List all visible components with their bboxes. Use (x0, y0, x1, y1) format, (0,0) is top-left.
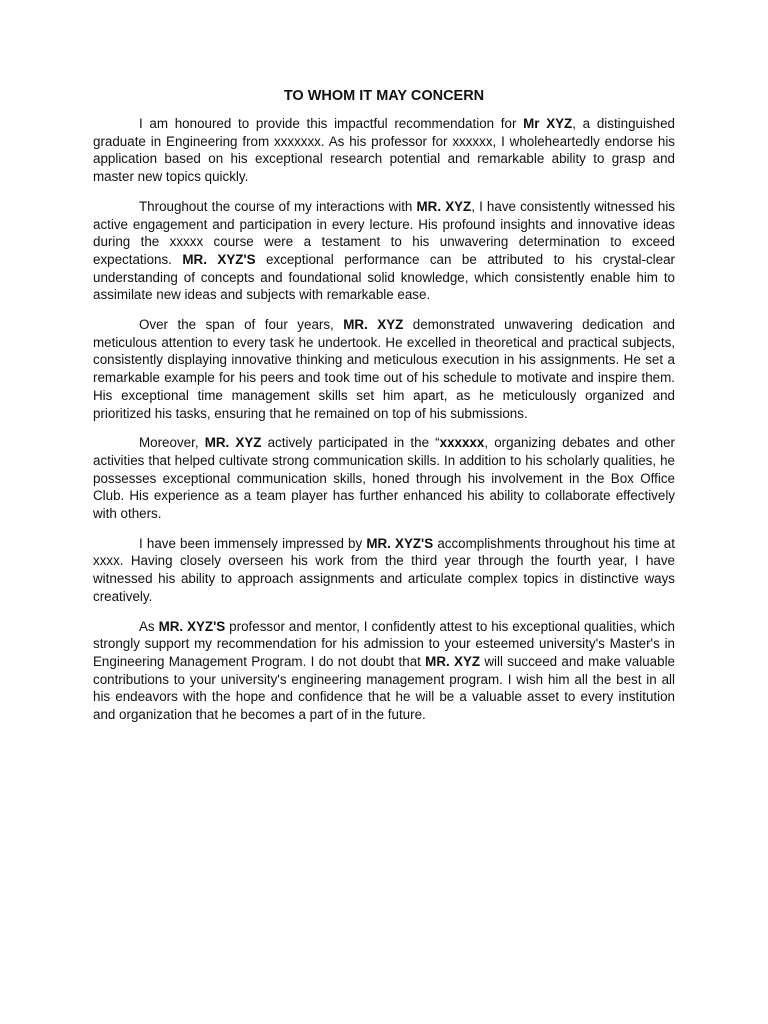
text-run: exceptional performance can be attributed to his crystal-clear understanding of concepts and foundational solid knowledge, which consistently enable him to assimilate new ideas and subjects with remarkable ease. (93, 251, 675, 303)
bold-text: xxxxxx (439, 435, 485, 451)
letter-title: TO WHOM IT MAY CONCERN (283, 88, 485, 104)
letter-body (93, 86, 675, 736)
text-run: accomplishments throughout his time at xxxx. Having closely overseen his work from the third year through the fourth year, I have witnessed his ability to approach assignments and articulate complex topics in distinctive ways creatively. (93, 535, 675, 604)
text-run: , a distinguished graduate in Engineering from xxxxxxx. As his professor for xxxxxx, I wholeheartedly endorse his application based on his exceptional research potential and remarkable ability to grasp and master new topics quickly. (93, 116, 675, 185)
text-run: I have been immensely impressed by (139, 535, 367, 551)
paragraph-2 (93, 198, 675, 304)
text-run: , organizing debates and other activities that helped cultivate strong communication skills. In addition to his scholarly qualities, he possesses exceptional communication skills, honed through his involvement in the Box Office Club. His experience as a team player has further enhanced his ability to collaborate effectively with others. (93, 435, 675, 522)
bold-text: MR. XYZ'S (366, 535, 434, 551)
bold-text: MR. XYZ (416, 198, 472, 214)
text-run: will succeed and make valuable contributions to your university's engineering management program. I wish him all the best in all his endeavors with the hope and confidence that he will be a valuable asset to every institution and organization that he becomes a part of in the future. (93, 653, 675, 723)
bold-text: MR. XYZ'S (182, 251, 256, 267)
text-run: actively participated in the “ (261, 435, 440, 451)
text-run: I am honoured to provide this impactful recommendation for (139, 116, 524, 131)
bold-text: MR. XYZ (343, 317, 404, 333)
bold-text: Mr XYZ (523, 116, 573, 131)
bold-text: MR. XYZ (204, 435, 262, 451)
text-run: Moreover, (139, 435, 205, 451)
text-run: professor and mentor, I confidently attest to his exceptional qualities, which strongly support my recommendation for his admission to your esteemed university's Master's in Engineering Management Program. I do not doubt that (93, 618, 675, 669)
text-run: Over the span of four years, (139, 317, 344, 333)
paragraph-3 (93, 316, 675, 422)
text-run: , I have consistently witnessed his active engagement and participation in every lecture. His profound insights and innovative ideas during the xxxxx course were a testament to his unwavering determination to exceed expectations. (93, 198, 675, 267)
text-run: demonstrated unwavering dedication and meticulous attention to every task he undertook. He excelled in theoretical and practical subjects, consistently displaying innovative thinking and meticulous execution in his assignments. He set a remarkable example for his peers and took time out of his schedule to motivate and inspire them. His exceptional time management skills set him apart, as he meticulously organized and prioritized his tasks, ensuring that he remained on top of his submissions. (93, 317, 675, 421)
paragraph-6 (93, 618, 675, 724)
bold-text: MR. XYZ (425, 653, 481, 669)
text-run: Throughout the course of my interactions with (139, 198, 417, 214)
paragraph-4 (93, 434, 675, 523)
paragraph-5 (93, 535, 675, 606)
paragraph-list (93, 115, 675, 724)
bold-text: MR. XYZ'S (158, 618, 226, 634)
text-run: As (139, 618, 159, 634)
paragraph-1 (93, 115, 675, 186)
